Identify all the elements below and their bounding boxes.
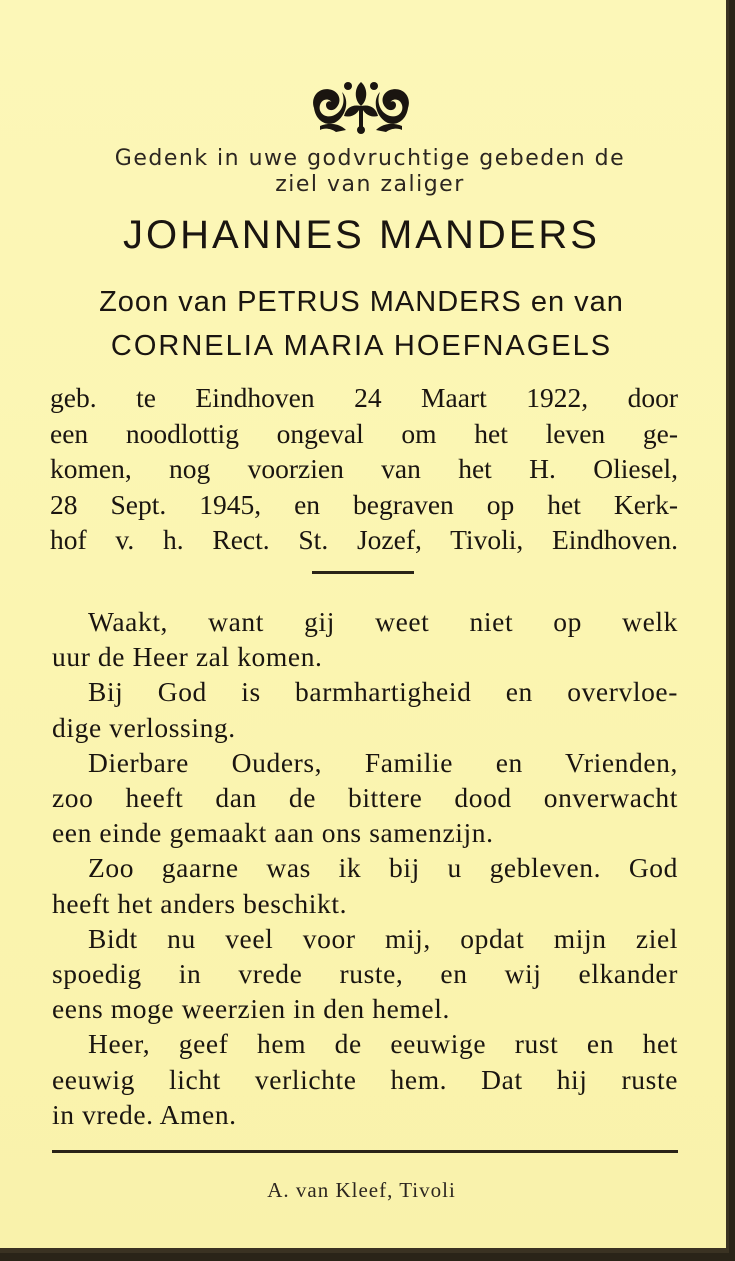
floral-ornament-icon (306, 78, 416, 136)
prayer-line: spoedig in vrede ruste, en wij elkander (52, 958, 678, 990)
prayer-text (52, 604, 678, 1132)
parents-line-1: Zoon van PETRUS MANDERS en van (99, 286, 624, 318)
deceased-name: JOHANNES MANDERS (123, 213, 600, 257)
parents-line-2: CORNELIA MARIA HOEFNAGELS (110, 330, 613, 362)
divider-short (312, 571, 414, 574)
prayer-line: in vrede. Amen. (52, 1098, 237, 1130)
bio-line: 28 Sept. 1945, en begraven op het Kerk- (50, 488, 678, 520)
intro-line-2: ziel van zaliger (275, 172, 465, 197)
prayer-line: eeuwig licht verlichte hem. Dat hij ruste (52, 1063, 678, 1095)
bio-line: komen, nog voorzien van het H. Oliesel, (50, 453, 678, 484)
bio-line: een noodlottig ongeval om het leven ge- (50, 417, 678, 449)
prayer-line: Dierbare Ouders, Familie en Vrienden, (88, 746, 678, 778)
prayer-line: Heer, geef hem de eeuwige rust en het (88, 1028, 678, 1060)
prayer-line: Waakt, want gij weet niet op welk (88, 606, 678, 637)
prayer-line: Bidt nu veel voor mij, opdat mijn ziel (88, 922, 678, 954)
divider-bottom (52, 1150, 678, 1153)
prayer-line: Bij God is barmhartigheid en overvloe- (88, 676, 678, 708)
prayer-line: een einde gemaakt aan ons samenzijn. (52, 817, 494, 849)
printer-credit: A. van Kleef, Tivoli (267, 1178, 456, 1202)
prayer-line: zoo heeft dan de bittere dood onverwacht (52, 782, 678, 814)
bio-line: geb. te Eindhoven 24 Maart 1922, door (50, 382, 678, 413)
intro-line-1: Gedenk in uwe godvruchtige gebeden de (114, 146, 626, 171)
biography (50, 380, 678, 558)
prayer-line: dige verlossing. (52, 711, 236, 743)
prayer-line: eens moge weerzien in den hemel. (52, 993, 450, 1025)
prayer-line: Zoo gaarne was ik bij u gebleven. God (88, 852, 678, 884)
intro-text (60, 146, 680, 198)
prayer-line: heeft het anders beschikt. (52, 887, 348, 919)
prayer-line: uur de Heer zal komen. (52, 641, 323, 673)
bio-line: hof v. h. Rect. St. Jozef, Tivoli, Eindhoven. (50, 524, 678, 555)
parents-block (40, 280, 683, 368)
